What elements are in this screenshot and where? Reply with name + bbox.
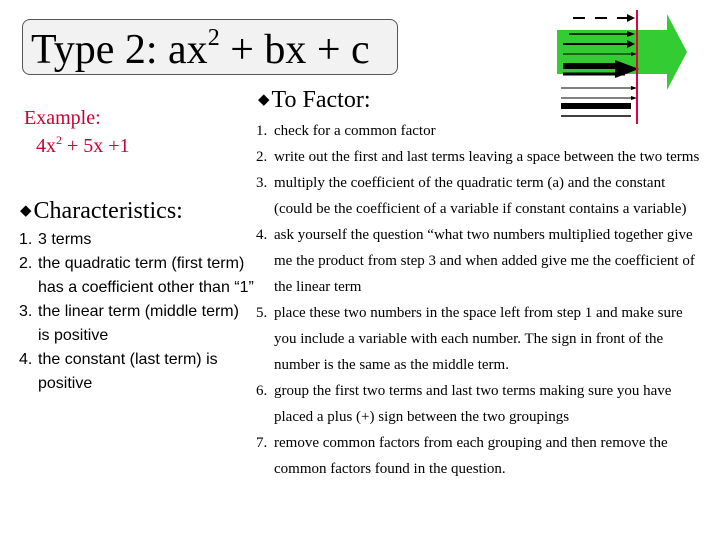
diamond-bullet-icon: ◆ bbox=[258, 92, 270, 108]
list-item-number: 2. bbox=[19, 255, 33, 272]
title-prefix: Type 2: ax bbox=[31, 27, 208, 73]
list-item-text: the linear term (middle term) is positive bbox=[38, 303, 239, 344]
list-item-text: the quadratic term (first term) has a coefficient other than “1” bbox=[38, 255, 254, 296]
example-expression bbox=[36, 133, 130, 159]
list-item-number: 1. bbox=[19, 231, 33, 248]
step-number: 5. bbox=[256, 305, 268, 321]
characteristics-heading-text: Characteristics: bbox=[33, 198, 183, 224]
example-label: Example: bbox=[24, 107, 101, 129]
step-number: 1. bbox=[256, 123, 268, 139]
step-item bbox=[256, 222, 706, 300]
step-item bbox=[256, 378, 706, 430]
list-item bbox=[19, 348, 254, 396]
step-number: 3. bbox=[256, 175, 268, 191]
arrows-decoration-icon bbox=[555, 8, 695, 126]
step-item bbox=[256, 170, 706, 222]
list-item-text: 3 terms bbox=[38, 231, 92, 248]
slide-title bbox=[31, 26, 370, 74]
factor-steps-list bbox=[256, 118, 706, 482]
step-number: 6. bbox=[256, 383, 268, 399]
list-item-number: 4. bbox=[19, 351, 33, 368]
diamond-bullet-icon: ◆ bbox=[20, 203, 32, 219]
list-item bbox=[19, 228, 254, 252]
title-suffix: + bx + c bbox=[219, 27, 370, 73]
list-item-text: the constant (last term) is positive bbox=[38, 351, 218, 392]
step-item bbox=[256, 430, 706, 482]
to-factor-heading-text: To Factor: bbox=[271, 87, 371, 113]
step-text: write out the first and last terms leaving a space between the two terms bbox=[274, 149, 700, 165]
list-item bbox=[19, 300, 254, 348]
step-text: multiply the coefficient of the quadratic term (a) and the constant (could be the coefficient of a variable if constant contains a variable) bbox=[274, 175, 687, 217]
example-expr-a: 4x bbox=[36, 135, 56, 157]
title-box bbox=[22, 19, 398, 75]
step-text: ask yourself the question “what two numbers multiplied together give me the product from step 3 and when added give me the coefficient of the linear term bbox=[274, 227, 695, 295]
step-item bbox=[256, 118, 706, 144]
to-factor-heading bbox=[258, 86, 371, 114]
step-item bbox=[256, 144, 706, 170]
step-text: check for a common factor bbox=[274, 123, 436, 139]
step-number: 2. bbox=[256, 149, 268, 165]
list-item bbox=[19, 252, 254, 300]
step-item bbox=[256, 300, 706, 378]
step-text: remove common factors from each grouping and then remove the common factors found in the question. bbox=[274, 435, 668, 477]
step-text: place these two numbers in the space left from step 1 and make sure you include a variable with each number. The sign in front of the number is the same as the middle term. bbox=[274, 305, 683, 373]
characteristics-heading bbox=[20, 197, 183, 225]
example-expr-b: + 5x +1 bbox=[62, 135, 130, 157]
list-item-number: 3. bbox=[19, 303, 33, 320]
step-number: 4. bbox=[256, 227, 268, 243]
characteristics-list bbox=[19, 228, 254, 396]
example-expr-exponent: 2 bbox=[56, 133, 62, 147]
title-exponent: 2 bbox=[207, 25, 220, 51]
step-text: group the first two terms and last two terms making sure you have placed a plus (+) sign between the two groupings bbox=[274, 383, 672, 425]
step-number: 7. bbox=[256, 435, 268, 451]
